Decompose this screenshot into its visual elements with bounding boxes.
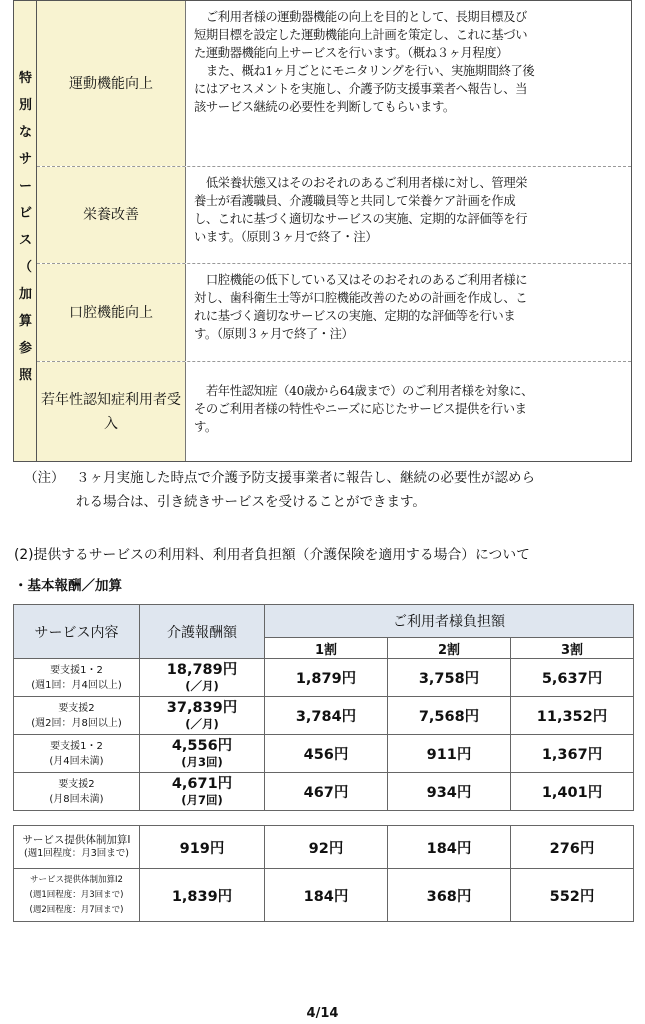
burden-3wari: 11,352円 xyxy=(511,697,634,735)
fee-cell xyxy=(140,659,265,697)
fee-cell xyxy=(140,697,265,735)
category-cell xyxy=(14,735,140,773)
service-row-exercise xyxy=(37,1,631,166)
fee-row xyxy=(14,735,634,773)
fee-unit: (／月) xyxy=(185,716,219,731)
side-char: 特 xyxy=(18,71,32,86)
burden-1wari: 467円 xyxy=(265,773,388,811)
addon-detail: (週1回程度：月3回まで) xyxy=(23,848,129,859)
side-char: ビ xyxy=(18,206,32,221)
addon-fee-table xyxy=(13,825,634,922)
fee-row xyxy=(14,697,634,735)
burden-2wari: 3,758円 xyxy=(388,659,511,697)
service-description: 若年性認知症（40歳から64歳まで）のご利用者様を対象に、 そのご利用者様の特性やニーズに応じたサービス提供を行いま す。 xyxy=(194,384,534,434)
category-detail: (週1回：月4回以上) xyxy=(31,679,122,691)
addon-fee: 1,839円 xyxy=(140,869,265,922)
side-char: ー xyxy=(18,179,32,194)
addon-name-cell xyxy=(14,869,140,922)
fee-value: 37,839円 xyxy=(166,699,238,716)
service-name: 若年性認知症利用者受入 xyxy=(37,362,186,461)
header-service: サービス内容 xyxy=(14,605,140,659)
service-name: 口腔機能向上 xyxy=(37,264,186,361)
burden-2wari: 934円 xyxy=(388,773,511,811)
service-row-dementia xyxy=(37,361,631,461)
fee-unit: (／月) xyxy=(185,678,219,693)
category-cell xyxy=(14,659,140,697)
page-number: 4/14 xyxy=(306,1006,339,1021)
fee-table xyxy=(13,604,634,811)
fee-unit: (月3回) xyxy=(181,754,223,769)
fee-cell xyxy=(140,773,265,811)
service-description: 口腔機能の低下している又はそのおそれのあるご利用者様に 対し、歯科衛生士等が口腔機能改善のための計画を作成し、こ れに基づく適切なサービスの実施、定期的な評価等を行いま す。（原則３ヶ月で終了・注） xyxy=(194,273,528,341)
service-description: 低栄養状態又はそのおそれのあるご利用者様に対し、管理栄 養士が看護職員、介護職員等と共同して栄養ケア計画を作成 し、これに基づく適切なサービスの実施、定期的な評価等を行 います。（原則３ヶ月で終了・注） xyxy=(194,176,528,244)
addon-detail: (週2回程度：月7回まで) xyxy=(29,904,124,915)
service-row-nutrition xyxy=(37,166,631,263)
header-3wari: 3割 xyxy=(511,638,634,659)
burden-1wari: 3,784円 xyxy=(265,697,388,735)
header-1wari: 1割 xyxy=(265,638,388,659)
note-label: （注） xyxy=(24,470,65,486)
service-description: ご利用者様の運動器機能の向上を目的として、長期目標及び 短期目標を設定した運動機能向上計画を策定し、これに基づい た運動器機能向上サービスを行います。（概ね３ヶ月程度） また、概ね1ヶ月ごとにモニタリングを行い、実施期間終了後 にはアセスメントを実施し、介護予防支援事業者へ報告し、当 該サービス継続の必要性を判断してもらいます。 xyxy=(194,10,535,114)
burden-1wari: 1,879円 xyxy=(265,659,388,697)
addon-name-cell xyxy=(14,826,140,869)
fee-value: 4,671円 xyxy=(171,775,233,792)
burden-2wari: 911円 xyxy=(388,735,511,773)
side-char: 照 xyxy=(18,368,32,383)
fee-value: 18,789円 xyxy=(166,661,238,678)
addon-row xyxy=(14,869,634,922)
category-name: 要支援2 xyxy=(58,778,95,790)
side-char: 算 xyxy=(18,314,32,329)
side-char: 別 xyxy=(18,98,32,113)
header-burden: ご利用者様負担額 xyxy=(265,605,634,638)
burden-2wari: 184円 xyxy=(388,826,511,869)
side-char: （ xyxy=(18,260,32,275)
burden-3wari: 552円 xyxy=(511,869,634,922)
side-char: 参 xyxy=(18,341,32,356)
burden-1wari: 92円 xyxy=(265,826,388,869)
category-name: 要支援2 xyxy=(58,702,95,714)
fee-cell xyxy=(140,735,265,773)
burden-1wari: 456円 xyxy=(265,735,388,773)
side-char: サ xyxy=(18,152,32,167)
burden-3wari: 1,367円 xyxy=(511,735,634,773)
side-char: ス xyxy=(18,233,32,248)
addon-fee: 919円 xyxy=(140,826,265,869)
category-detail: (月8回未満) xyxy=(49,793,104,805)
service-name: 栄養改善 xyxy=(37,167,186,263)
service-name: 運動機能向上 xyxy=(37,1,186,166)
addon-row xyxy=(14,826,634,869)
burden-2wari: 368円 xyxy=(388,869,511,922)
category-detail: (月4回未満) xyxy=(49,755,104,767)
burden-3wari: 5,637円 xyxy=(511,659,634,697)
category-cell xyxy=(14,697,140,735)
fee-row xyxy=(14,773,634,811)
header-fee: 介護報酬額 xyxy=(140,605,265,659)
fee-value: 4,556円 xyxy=(171,737,233,754)
special-services-side-label xyxy=(14,1,37,461)
service-row-oral xyxy=(37,263,631,361)
side-char: 加 xyxy=(18,287,32,302)
category-name: 要支援1・2 xyxy=(50,664,103,676)
category-cell xyxy=(14,773,140,811)
category-detail: (週2回：月8回以上) xyxy=(31,717,122,729)
side-char: な xyxy=(18,125,32,140)
category-name: 要支援1・2 xyxy=(50,740,103,752)
burden-2wari: 7,568円 xyxy=(388,697,511,735)
addon-name: サービス提供体制加算Ⅰ2 xyxy=(30,874,123,885)
burden-3wari: 1,401円 xyxy=(511,773,634,811)
note-line-2: れる場合は、引き続きサービスを受けることができます。 xyxy=(76,494,426,510)
section-heading: (2)提供するサービスの利用料、利用者負担額（介護保険を適用する場合）について xyxy=(14,547,530,563)
header-2wari: 2割 xyxy=(388,638,511,659)
addon-name: サービス提供体制加算Ⅰ xyxy=(22,834,131,846)
burden-3wari: 276円 xyxy=(511,826,634,869)
burden-1wari: 184円 xyxy=(265,869,388,922)
fee-row xyxy=(14,659,634,697)
note-line-1: ３ヶ月実施した時点で介護予防支援事業者に報告し、継続の必要性が認めら xyxy=(76,470,535,486)
addon-detail: (週1回程度：月3回まで) xyxy=(29,889,124,900)
fee-unit: (月7回) xyxy=(181,792,223,807)
special-services-table xyxy=(13,0,632,462)
sub-heading: ・基本報酬／加算 xyxy=(14,578,122,594)
